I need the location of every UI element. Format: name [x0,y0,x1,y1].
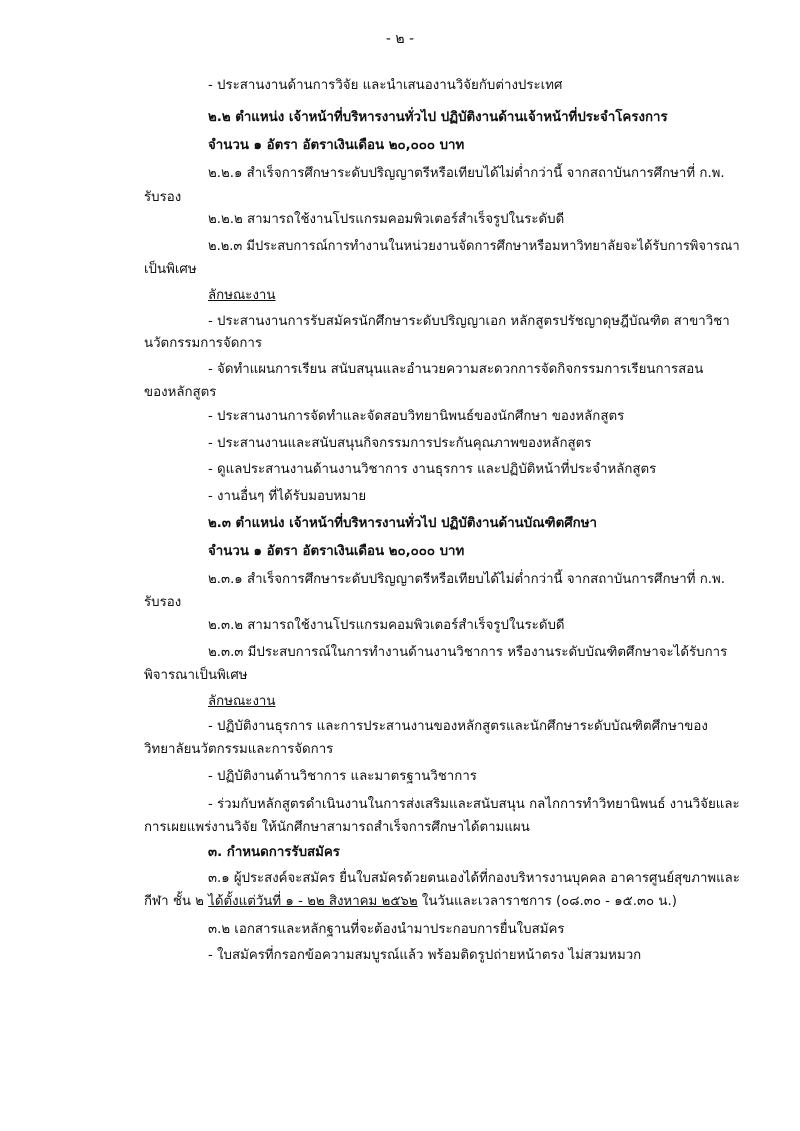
req-2-3-3: ๒.๓.๓ มีประสบการณ์ในการทำงานด้านงานวิชาการ หรืองานระดับบัณฑิตศึกษาจะได้รับการ [208,645,728,660]
section-3-heading: ๓. กำหนดการรับสมัคร [208,845,340,860]
job-description-heading: ลักษณะงาน [208,694,276,709]
duty-item: - ประสานงานและสนับสนุนกิจกรรมการประกันคุณภาพของหลักสูตร [208,436,592,451]
application-period: ได้ตั้งแต่วันที่ ๑ - ๒๒ สิงหาคม ๒๕๖๒ [208,894,418,909]
duty-item: - ประสานงานการรับสมัครนักศึกษาระดับปริญญาเอก หลักสูตรปรัชญาดุษฎีบัณฑิต สาขาวิชา [208,314,730,329]
section-2-3-salary: จำนวน ๑ อัตรา อัตราเงินเดือน ๒๐,๐๐๐ บาท [208,544,465,559]
duty-item-cont: วิทยาลัยนวัตกรรมและการจัดการ [144,742,334,757]
req-2-3-2: ๒.๓.๒ สามารถใช้งานโปรแกรมคอมพิวเตอร์สำเร็จรูปในระดับดี [208,618,565,633]
duty-item: - ดูแลประสานงานด้านงานวิชาการ งานธุรการ และปฏิบัติหน้าที่ประจำหลักสูตร [208,462,657,477]
req-2-2-3-cont: เป็นพิเศษ [144,262,197,277]
duty-item: - งานอื่นๆ ที่ได้รับมอบหมาย [208,489,367,504]
job-description-heading: ลักษณะงาน [208,288,276,303]
duty-item: - ประสานงานการจัดทำและจัดสอบวิทยานิพนธ์ของนักศึกษา ของหลักสูตร [208,409,625,424]
req-2-2-2: ๒.๒.๒ สามารถใช้งานโปรแกรมคอมพิวเตอร์สำเร็จรูปในระดับดี [208,212,565,227]
duty-item-cont: ของหลักสูตร [144,385,217,400]
duty-item: - ร่วมกับหลักสูตรดำเนินงานในการส่งเสริมและสนับสนุน กลไกการทำวิทยานิพนธ์ งานวิจัยและ [208,797,740,812]
page-number: - ๒ - [385,31,415,47]
office-hours: ในวันและเวลาราชการ (๐๘.๓๐ - ๑๕.๓๐ น.) [417,894,677,909]
duty-item: - จัดทำแผนการเรียน สนับสนุนและอำนวยความสะดวกการจัดกิจกรรมการเรียนการสอน [208,362,704,377]
document-item: - ใบสมัครที่กรอกข้อความสมบูรณ์แล้ว พร้อมติดรูปถ่ายหน้าตรง ไม่สวมหมวก [208,948,642,963]
req-2-3-3-cont: พิจารณาเป็นพิเศษ [144,668,248,683]
duty-item: - ปฏิบัติงานธุรการ และการประสานงานของหลักสูตรและนักศึกษาระดับบัณฑิตศึกษาของ [208,719,708,734]
duty-item: - ปฏิบัติงานด้านวิชาการ และมาตรฐานวิชาการ [208,769,477,784]
req-2-2-1-cont: รับรอง [144,190,182,205]
duty-item-cont: นวัตกรรมการจัดการ [144,336,263,351]
req-2-3-1: ๒.๓.๑ สำเร็จการศึกษาระดับปริญญาตรีหรือเทียบได้ไม่ต่ำกว่านี้ จากสถาบันการศึกษาที่ ก.พ. [208,572,725,587]
section-2-2-heading: ๒.๒ ตำแหน่ง เจ้าหน้าที่บริหารงานทั่วไป ปฏิบัติงานด้านเจ้าหน้าที่ประจำโครงการ [208,110,668,125]
req-2-2-3: ๒.๒.๓ มีประสบการณ์การทำงานในหน่วยงานจัดการศึกษาหรือมหาวิทยาลัยจะได้รับการพิจารณา [208,239,740,254]
req-2-3-1-cont: รับรอง [144,595,182,610]
documents-heading: ๓.๒ เอกสารและหลักฐานที่จะต้องนำมาประกอบการยื่นใบสมัคร [208,922,565,937]
section-2-3-heading: ๒.๓ ตำแหน่ง เจ้าหน้าที่บริหารงานทั่วไป ปฏิบัติงานด้านบัณฑิตศึกษา [208,516,597,531]
application-info: ๓.๑ ผู้ประสงค์จะสมัคร ยื่นใบสมัครด้วยตนเองได้ที่กองบริหารงานบุคคล อาคารศูนย์สุขภาพและ [208,871,740,886]
application-location: กีฬา ชั้น ๒ [144,894,209,909]
research-coordination-line: - ประสานงานด้านการวิจัย และนำเสนองานวิจัยกับต่างประเทศ [208,78,563,93]
req-2-2-1: ๒.๒.๑ สำเร็จการศึกษาระดับปริญญาตรีหรือเทียบได้ไม่ต่ำกว่านี้ จากสถาบันการศึกษาที่ ก.พ. [208,166,725,181]
section-2-2-salary: จำนวน ๑ อัตรา อัตราเงินเดือน ๒๐,๐๐๐ บาท [208,138,465,153]
application-dates-line [144,892,677,912]
duty-item-cont: การเผยแพร่งานวิจัย ให้นักศึกษาสามารถสำเร็จการศึกษาได้ตามแผน [144,820,530,835]
